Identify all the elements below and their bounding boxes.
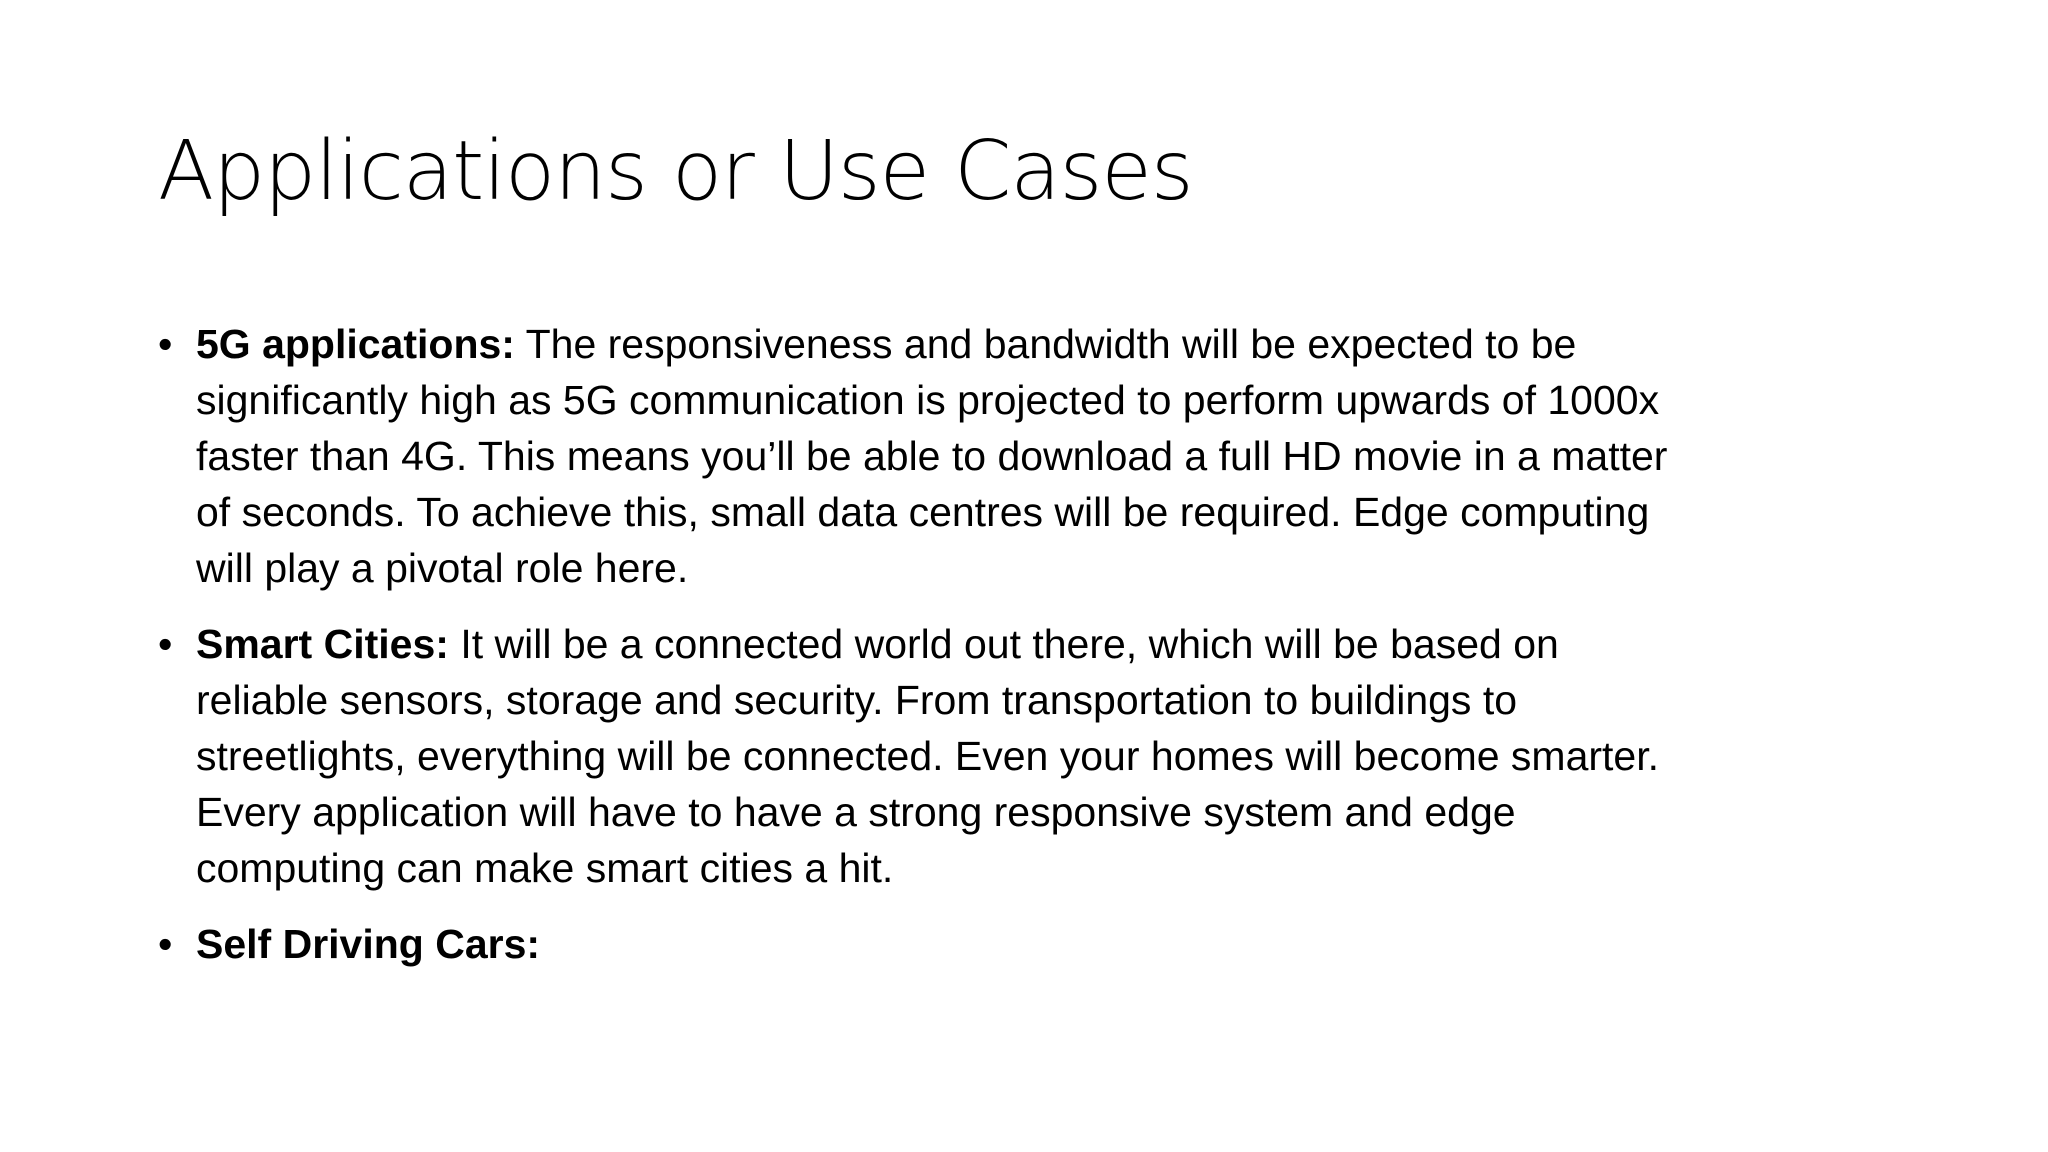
bullet-item-5g-applications (158, 316, 1918, 596)
bullet-text: It will be a connected world out there, which will be based on (448, 621, 1559, 667)
bullet-glyph: • (158, 921, 173, 967)
bullet-text: The responsiveness and bandwidth will be expected to be (514, 321, 1577, 367)
bullet-line: computing can make smart cities a hit. (196, 845, 894, 891)
bullet-line (196, 616, 1918, 672)
bullet-heading: Self Driving Cars: (196, 921, 541, 967)
slide-title: Applications or Use Cases (158, 124, 1193, 219)
bullet-glyph: • (158, 621, 173, 667)
bullet-heading: 5G applications: (196, 321, 515, 367)
bullet-glyph: • (158, 321, 173, 367)
bullet-line: faster than 4G. This means you’ll be able to download a full HD movie in a matter (196, 433, 1668, 479)
bullet-line (196, 916, 1918, 972)
bullet-line: will play a pivotal role here. (196, 545, 689, 591)
bullet-line: reliable sensors, storage and security. From transportation to buildings to (196, 677, 1518, 723)
bullet-line: of seconds. To achieve this, small data centres will be required. Edge computing (196, 489, 1650, 535)
bullet-item-self-driving-cars (158, 916, 1918, 972)
bullet-item-smart-cities (158, 616, 1918, 896)
bullet-heading: Smart Cities: (196, 621, 449, 667)
bullet-line: significantly high as 5G communication is projected to perform upwards of 1000x (196, 377, 1660, 423)
bullet-line: streetlights, everything will be connected. Even your homes will become smarter. (196, 733, 1660, 779)
bullet-line (196, 316, 1918, 372)
bullet-list (158, 316, 1918, 992)
bullet-line: Every application will have to have a strong responsive system and edge (196, 789, 1516, 835)
